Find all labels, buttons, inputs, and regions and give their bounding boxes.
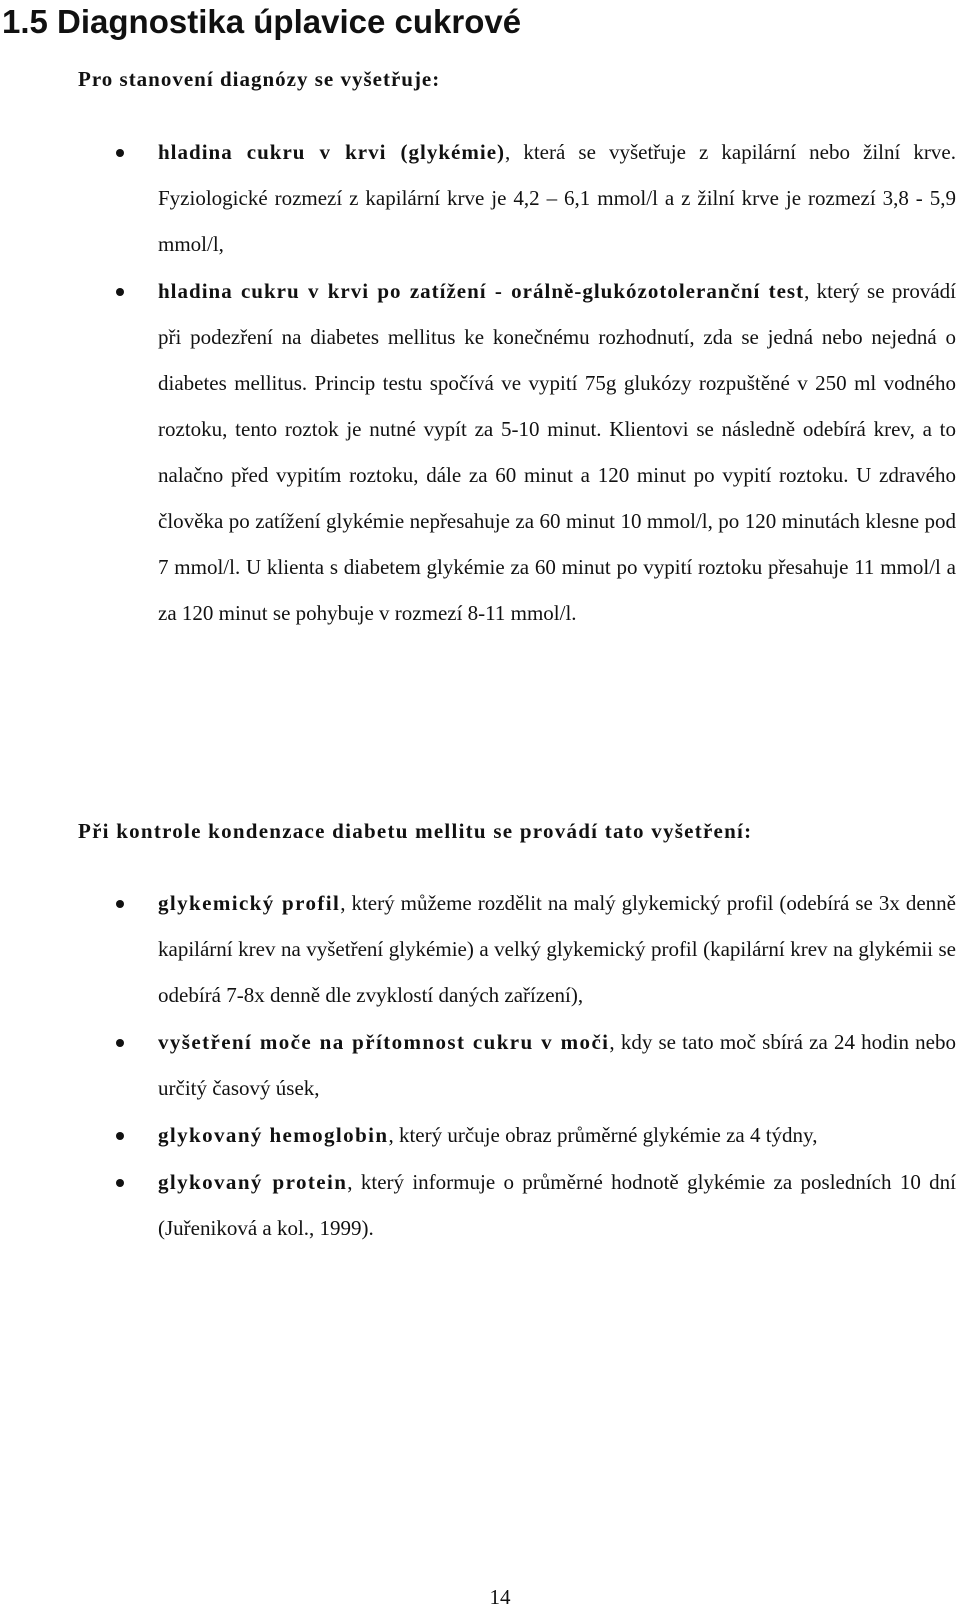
list-item-description: , který se provádí při podezření na diabetes mellitus ke konečnému rozhodnutí, zda se jedná nebo nejedná o diabetes mellitus. Princip testu spočívá ve vypití 75g glukózy rozpuštěné v 250 ml vodného roztoku, tento roztok je nutné vypít za 5-10 minut. Klientovi se následně odebírá krev, a to nalačno před vypitím roztoku, dále za 60 minut a 120 minut po vypití roztoku. U zdravého člověka po zatížení glykémie nepřesahuje za 60 minut 10 mmol/l, po 120 minutách klesne pod 7 mmol/l. U klienta s diabetem glykémie za 60 minut po vypití roztoku přesahuje 11 mmol/l a za 120 minut se pohybuje v rozmezí 8-11 mmol/l.	[158, 279, 956, 625]
list-item-text	[158, 1019, 956, 1111]
list-item-description: , který informuje o průměrné hodnotě glykémie za posledních 10 dní (Juřeniková a kol., 1999).	[158, 1170, 956, 1240]
list-item-urine-test	[0, 1019, 960, 1111]
list-item-term: hladina cukru v krvi po zatížení - orálně-glukózotoleranční test	[158, 279, 805, 303]
control-heading: Při kontrole kondenzace diabetu mellitu se provádí tato vyšetření:	[78, 819, 753, 843]
list-item-term: hladina cukru v krvi (glykémie)	[158, 140, 506, 164]
control-list	[0, 880, 960, 1252]
list-item-text	[158, 129, 956, 267]
section-title	[2, 2, 521, 42]
bullet-icon	[116, 288, 124, 296]
list-item-glycated-hemoglobin	[0, 1112, 960, 1158]
bullet-icon	[116, 149, 124, 157]
bullet-icon	[116, 900, 124, 908]
bullet-icon	[116, 1132, 124, 1140]
list-item-description: , která se vyšetřuje z kapilární nebo žilní krve. Fyziologické rozmezí z kapilární krve je 4,2 – 6,1 mmol/l a z žilní krve je rozmezí 3,8 - 5,9 mmol/l,	[158, 140, 956, 256]
section-title-text: Diagnostika úplavice cukrové	[57, 3, 522, 40]
list-item-blood-glucose	[0, 129, 960, 267]
bullet-icon	[116, 1039, 124, 1047]
list-item-ogtt	[0, 268, 960, 636]
list-item-term: vyšetření moče na přítomnost cukru v moči	[158, 1030, 610, 1054]
diagnosis-heading: Pro stanovení diagnózy se vyšetřuje:	[78, 67, 441, 91]
section-number: 1.5	[2, 3, 48, 40]
list-item-term: glykovaný hemoglobin	[158, 1123, 389, 1147]
list-item-glycated-protein	[0, 1159, 960, 1251]
list-item-description: , kdy se tato moč sbírá za 24 hodin nebo určitý časový úsek,	[158, 1030, 956, 1100]
list-item-glycemic-profile	[0, 880, 960, 1018]
list-item-description: , který určuje obraz průměrné glykémie za 4 týdny,	[388, 1123, 818, 1147]
page-number: 14	[489, 1585, 511, 1609]
list-item-term: glykovaný protein	[158, 1170, 348, 1194]
list-item-term: glykemický profil	[158, 891, 341, 915]
bullet-icon	[116, 1179, 124, 1187]
list-item-description: , který můžeme rozdělit na malý glykemický profil (odebírá se 3x denně kapilární krev na vyšetření glykémie) a velký glykemický profil (kapilární krev na glykémii se odebírá 7-8x denně dle zvyklostí daných zařízení),	[158, 891, 956, 1007]
list-item-text	[158, 1159, 956, 1251]
list-item-text	[158, 880, 956, 1018]
list-item-text	[158, 268, 956, 636]
diagnosis-list	[0, 129, 960, 637]
list-item-text	[158, 1112, 956, 1158]
